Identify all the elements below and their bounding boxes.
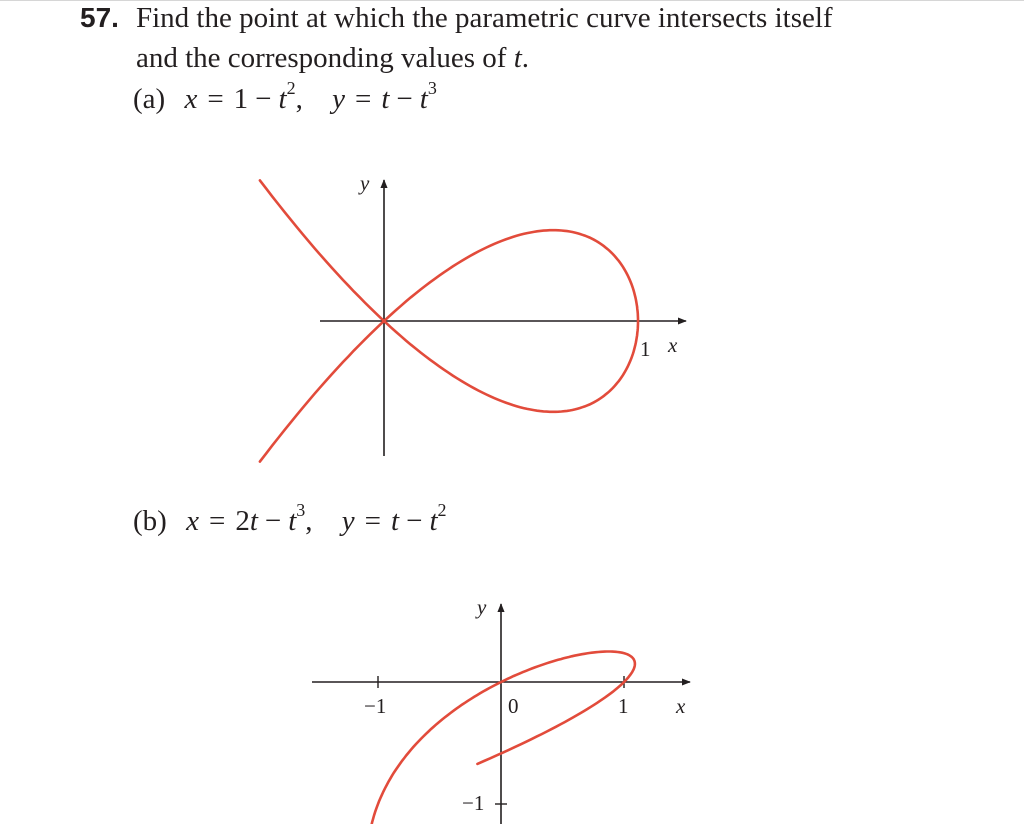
part-a-label: (a): [133, 83, 166, 115]
part-a-x-eq: =: [207, 83, 224, 115]
statement-period: .: [521, 42, 530, 74]
graph-a-x-tick-label: 1: [640, 337, 651, 361]
part-b-x-var: x: [186, 505, 199, 537]
graph-b-x-tick-label-0: 0: [508, 694, 519, 718]
graph-a-y-label: y: [360, 171, 370, 195]
part-b-x-minus: −: [264, 505, 282, 537]
part-b-y-var: y: [341, 505, 355, 537]
part-b-x-t2: t: [288, 505, 297, 537]
part-a-x-minus: −: [255, 83, 272, 115]
part-b-y-eq: =: [364, 505, 382, 537]
part-a-y-exp: 3: [427, 78, 437, 98]
graph-a: [260, 171, 686, 462]
statement-var-t: t: [513, 42, 522, 74]
graph-b-y-tick-label-neg1: −1: [462, 791, 485, 815]
graph-b-x-tick-label-1: 1: [618, 694, 629, 718]
part-b-y-t2: t: [429, 505, 438, 537]
graph-b-curve: [367, 652, 757, 824]
part-a-y-t2: t: [419, 83, 428, 115]
part-a-y-minus: −: [396, 83, 413, 115]
part-a-comma: ,: [295, 83, 303, 115]
part-b-x-eq: =: [208, 505, 226, 537]
part-a-y-var: y: [332, 83, 345, 115]
part-a-y-t1: t: [381, 83, 390, 115]
part-b-x-coef: 2: [235, 505, 250, 537]
graph-b-y-label: y: [477, 595, 487, 619]
part-b-x-t1: t: [249, 505, 258, 537]
part-a-x-t: t: [278, 83, 287, 115]
part-b-y-exp: 2: [437, 500, 447, 520]
part-b-x-exp: 3: [296, 500, 306, 520]
graph-b-x-label: x: [676, 694, 686, 718]
graph-b: [312, 595, 757, 824]
part-b-y-minus: −: [406, 505, 423, 537]
graph-a-x-label: x: [668, 333, 678, 357]
part-b-label: (b): [133, 505, 167, 537]
part-a-x-var: x: [184, 83, 198, 115]
problem-statement-line-1: Find the point at which the parametric curve intersects itself: [136, 2, 833, 34]
part-a-x-const: 1: [233, 83, 249, 115]
statement-text: and the corresponding values of: [136, 42, 514, 74]
part-b-comma: ,: [305, 505, 313, 537]
problem-number: 57.: [80, 2, 119, 33]
part-a-x-exp: 2: [286, 78, 296, 98]
part-b-y-t1: t: [391, 505, 400, 537]
part-a-y-eq: =: [354, 83, 372, 115]
graph-b-x-tick-label-neg1: −1: [364, 694, 387, 718]
